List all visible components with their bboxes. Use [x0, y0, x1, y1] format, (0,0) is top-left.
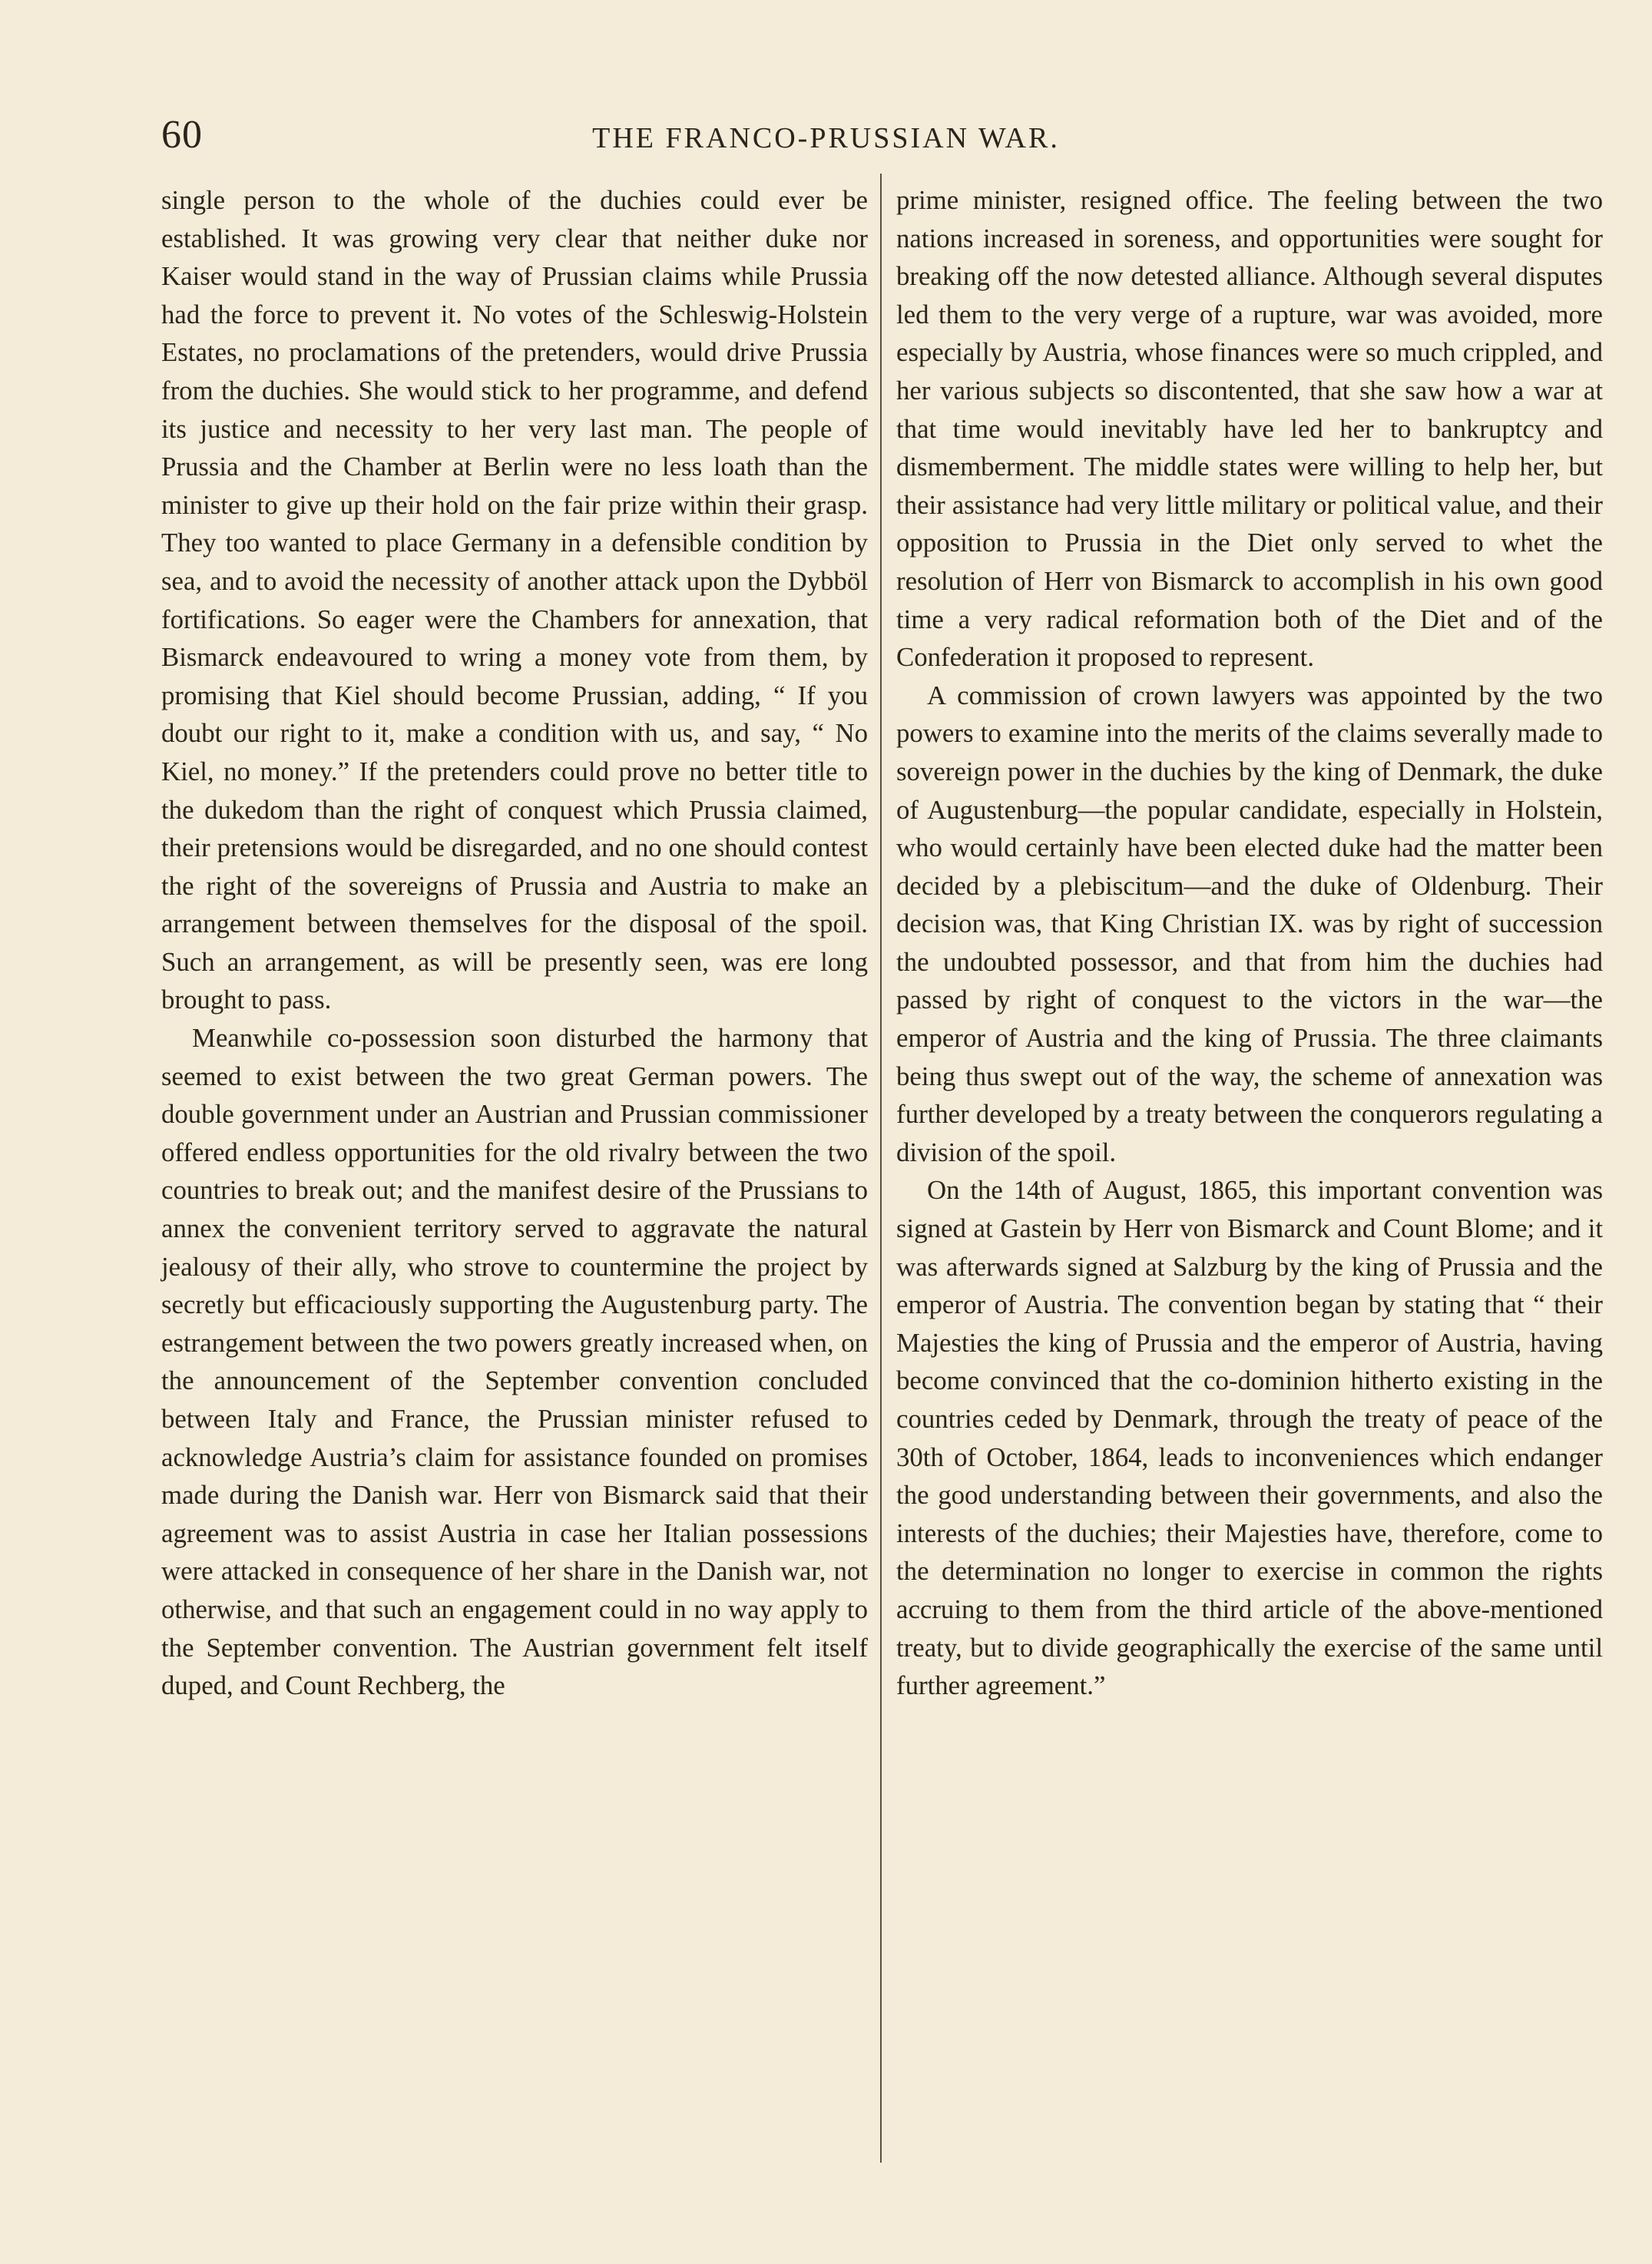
paragraph: single person to the whole of the duchies could ever be established. It was growing very clear that neither duke nor Kaiser would stand in the way of Prussian claims while Prussia had the force to prevent it. No votes of the Schleswig-Holstein Estates, no proclamations of the pretenders, would drive Prussia from the duchies. She would stick to her programme, and defend its justice and necessity to her very last man. The people of Prussia and the Chamber at Berlin were no less loath than the minister to give up their hold on the fair prize within their grasp. They too wanted to place Germany in a defensible condition by sea, and to avoid the necessity of another attack upon the Dybböl fortifications. So eager were the Chambers for annexation, that Bismarck endeavoured to wring a money vote from them, by promising that Kiel should become Prussian, adding, “ If you doubt our right to it, make a condition with us, and say, “ No Kiel, no money.” If the pretenders could prove no better title to the dukedom than the right of conquest which Prussia claimed, their pretensions would be disregarded, and no one should contest the right of the sovereigns of Prussia and Austria to make an arrangement between themselves for the disposal of the spoil. Such an arrangement, as will be presently seen, was ere long brought to pass. — [161, 185, 868, 1015]
left-column — [161, 181, 868, 1705]
paragraph: On the 14th of August, 1865, this important convention was signed at Gastein by Herr von Bismarck and Count Blome; and it was afterwards signed at Salzburg by the king of Prussia and the emperor of Austria. The convention began by stating that “ their Majesties the king of Prussia and the emperor of Austria, having become convinced that the co-dominion hitherto existing in the countries ceded by Denmark, through the treaty of peace of the 30th of October, 1864, leads to inconveniences which endanger the good understanding between their governments, and also the interests of the duchies; their Majesties have, therefore, come to the determination no longer to exercise in common the rights accruing to them from the third article of the above-mentioned treaty, but to divide geographically the exercise of the same until further agreement.” — [896, 1175, 1603, 1701]
paragraph: A commission of crown lawyers was appointed by the two powers to examine into the merits of the claims severally made to sovereign power in the duchies by the king of Denmark, the duke of Augustenburg—the popular candidate, especially in Holstein, who would certainly have been elected duke had the matter been decided by a plebiscitum—and the duke of Oldenburg. Their decision was, that King Christian IX. was by right of succession the undoubted possessor, and that from him the duchies had passed by right of conquest to the victors in the war—the emperor of Austria and the king of Prussia. The three claimants being thus swept out of the way, the scheme of annexation was further developed by a treaty between the conquerors regulating a division of the spoil. — [896, 680, 1603, 1167]
page-number: 60 — [161, 113, 203, 157]
paragraph: prime minister, resigned office. The feeling between the two nations increased in soreness, and opportunities were sought for breaking off the now detested alliance. Although several disputes led them to the very verge of a rupture, war was avoided, more especially by Austria, whose finances were so much crippled, and her various subjects so discontented, that she saw how a war at that time would inevitably have led her to bankruptcy and dismemberment. The middle states were willing to help her, but their assistance had very little military or political value, and their opposition to Prussia in the Diet only served to whet the resolution of Herr von Bismarck to accomplish in his own good time a very radical reformation both of the Diet and of the Confederation it proposed to represent. — [896, 185, 1603, 673]
column-divider — [880, 174, 882, 2163]
right-column — [896, 181, 1603, 1705]
paragraph: Meanwhile co-possession soon disturbed the harmony that seemed to exist between the two great German powers. The double government under an Austrian and Prussian commissioner offered endless opportunities for the old rivalry between the two countries to break out; and the manifest desire of the Prussians to annex the convenient territory served to aggravate the natural jealousy of their ally, who strove to countermine the project by secretly but efficaciously supporting the Augustenburg party. The estrangement between the two powers greatly increased when, on the announcement of the September convention concluded between Italy and France, the Prussian minister refused to acknowledge Austria’s claim for assistance founded on promises made during the Danish war. Herr von Bismarck said that their agreement was to assist Austria in case her Italian possessions were attacked in consequence of her share in the Danish war, not otherwise, and that such an engagement could in no way apply to the September convention. The Austrian government felt itself duped, and Count Rechberg, the — [161, 1023, 868, 1701]
running-head: THE FRANCO-PRUSSIAN WAR. — [592, 122, 1060, 154]
